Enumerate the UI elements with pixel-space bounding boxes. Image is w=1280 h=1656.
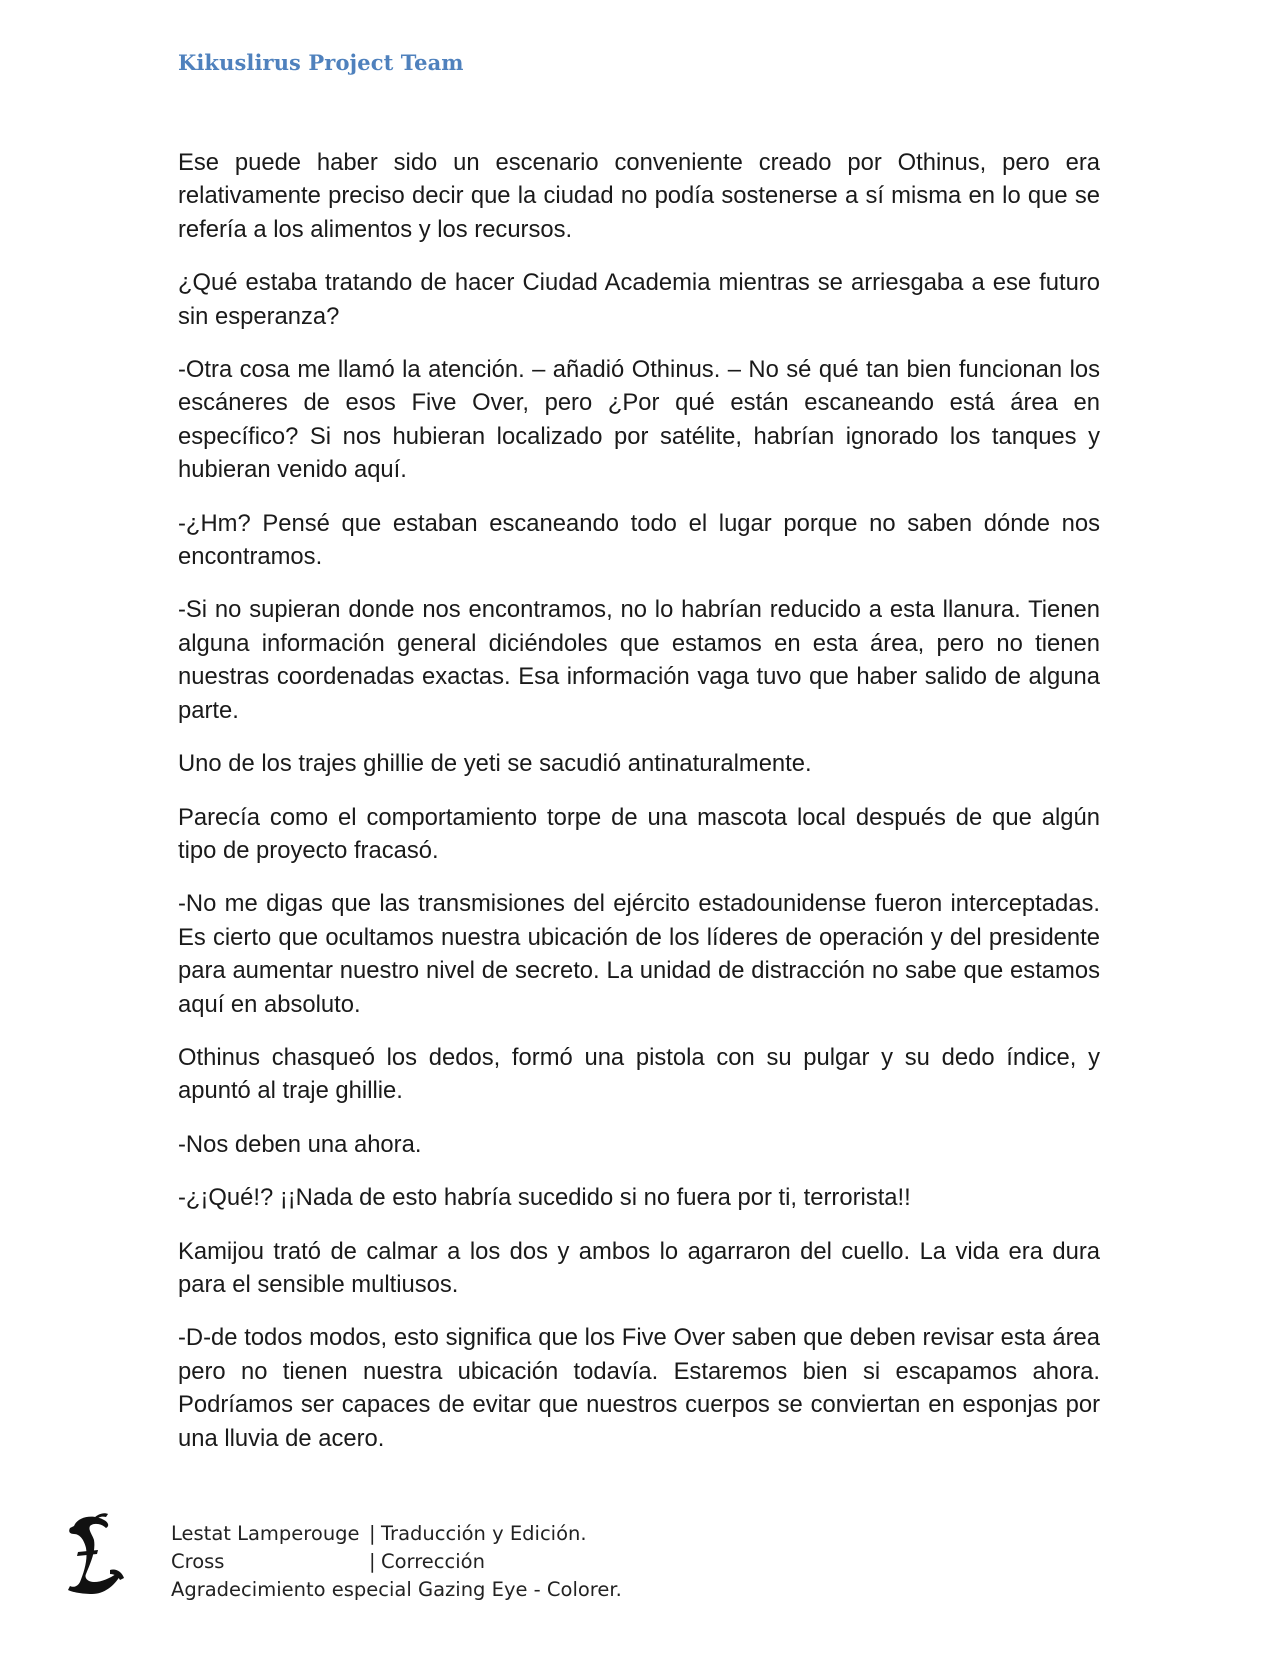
paragraph: -D-de todos modos, esto significa que los Five Over saben que deben revisar esta área pero no tienen nuestra ubicación todavía. Estaremos bien si escapamos ahora. Podríamos ser capaces de evitar que nuestros cuerpos se conviertan en esponjas por una lluvia de acero. — [178, 1324, 1100, 1452]
gothic-letter-l-icon — [64, 1512, 128, 1598]
paragraph: Othinus chasqueó los dedos, formó una pistola con su pulgar y su dedo índice, y apuntó al traje ghillie. — [178, 1043, 1100, 1105]
credit-name: Cross — [171, 1550, 225, 1573]
paragraph: -¿Hm? Pensé que estaban escaneando todo el lugar porque no saben dónde nos encontramos. — [178, 509, 1100, 571]
paragraph: Parecía como el comportamiento torpe de una mascota local después de que algún tipo de proyecto fracasó. — [178, 803, 1100, 864]
credits-block — [171, 1520, 622, 1604]
page-header-title: Kikuslirus Project Team — [178, 50, 464, 75]
document-body — [178, 146, 1100, 1475]
credit-role: Corrección — [381, 1550, 485, 1573]
credit-row — [171, 1520, 622, 1548]
page-footer — [0, 1510, 1280, 1620]
paragraph: Uno de los trajes ghillie de yeti se sacudió antinaturalmente. — [178, 750, 812, 778]
paragraph: -Nos deben una ahora. — [178, 1130, 422, 1158]
paragraph: -Si no supieran donde nos encontramos, no lo habrían reducido a esta llanura. Tienen alguna información general diciéndoles que estamos en esta área, pero no tienen nuestras coordenadas exactas. Esa información vaga tuvo que haber salido de alguna parte. — [178, 596, 1100, 724]
credit-separator: | — [369, 1522, 376, 1545]
paragraph: ¿Qué estaba tratando de hacer Ciudad Academia mientras se arriesgaba a ese futuro sin esperanza? — [178, 269, 1100, 330]
special-thanks: Agradecimiento especial Gazing Eye - Colorer. — [171, 1578, 622, 1601]
paragraph: Kamijou trató de calmar a los dos y ambos lo agarraron del cuello. La vida era dura para el sensible multiusos. — [178, 1237, 1100, 1298]
credit-role: Traducción y Edición. — [381, 1522, 587, 1545]
credit-name: Lestat Lamperouge — [171, 1522, 360, 1545]
paragraph: -No me digas que las transmisiones del ejército estadounidense fueron interceptadas. Es cierto que ocultamos nuestra ubicación de los líderes de operación y del presidente para aumentar nuestro nivel de secreto. La unidad de distracción no sabe que estamos aquí en absoluto. — [178, 890, 1100, 1018]
paragraph: -¿¡Qué!? ¡¡Nada de esto habría sucedido si no fuera por ti, terrorista!! — [178, 1184, 911, 1212]
paragraph: -Otra cosa me llamó la atención. – añadió Othinus. – No sé qué tan bien funcionan los escáneres de esos Five Over, pero ¿Por qué están escaneando está área en específico? Si nos hubieran localizado por satélite, habrían ignorado los tanques y hubieran venido aquí. — [178, 356, 1100, 484]
credit-separator: | — [369, 1550, 376, 1573]
credit-row — [171, 1548, 622, 1576]
paragraph: Ese puede haber sido un escenario conveniente creado por Othinus, pero era relativamente preciso decir que la ciudad no podía sostenerse a sí misma en lo que se refería a los alimentos y los recursos. — [178, 149, 1100, 243]
